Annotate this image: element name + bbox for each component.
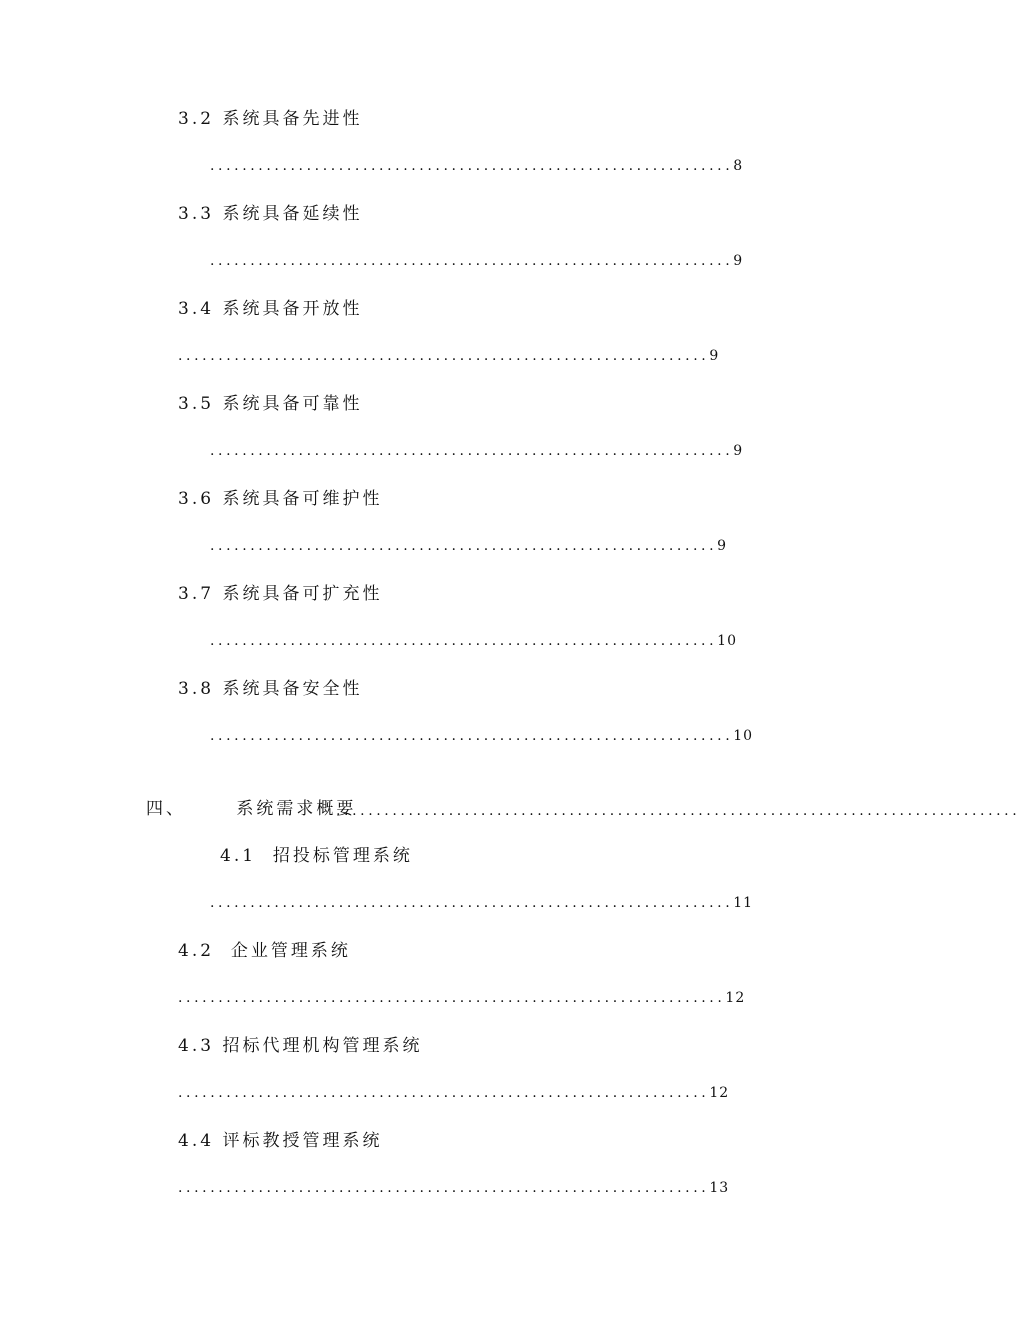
dot-leader: .................................................................. [178, 348, 710, 364]
toc-chapter-title: 四、 系统需求概要 [146, 799, 357, 819]
toc-leader-line [178, 1083, 788, 1103]
toc-leader-line [336, 801, 1020, 821]
dot-leader: ............................................................... [210, 633, 718, 649]
dot-leader: .................................................................... [178, 990, 726, 1006]
toc-leader-line [210, 631, 840, 651]
toc-entry-title: 3.8 系统具备安全性 [178, 679, 363, 699]
dot-leader: .................................................................. [178, 1085, 710, 1101]
dot-leader: .................................................................. [178, 1180, 710, 1196]
toc-leader-line [178, 988, 868, 1008]
toc-entry-title: 4.1 招投标管理系统 [220, 846, 413, 866]
page-number: 10 [733, 728, 754, 744]
page-number: 13 [709, 1180, 730, 1196]
dot-leader: ............................................................... [210, 538, 718, 554]
dot-leader: ................................................................. [210, 158, 734, 174]
toc-leader-line [210, 726, 850, 746]
page-number: 12 [709, 1085, 730, 1101]
toc-leader-line [210, 893, 850, 913]
page-number: 9 [733, 443, 744, 459]
toc-entry-title: 3.4 系统具备开放性 [178, 299, 363, 319]
page-number: 12 [725, 990, 746, 1006]
dot-leader: ................................................................. [210, 253, 734, 269]
toc-entry-title: 3.7 系统具备可扩充性 [178, 584, 383, 604]
dot-leader: ................................................................. [210, 443, 734, 459]
page-number: 9 [733, 253, 744, 269]
dot-leader: ................................................................. [210, 895, 734, 911]
toc-leader-line [178, 1178, 828, 1198]
toc-leader-line [178, 346, 808, 366]
toc-leader-line [210, 441, 840, 461]
toc-entry-title: 3.5 系统具备可靠性 [178, 394, 363, 414]
page-number: 10 [717, 633, 737, 649]
toc-entry-title: 4.4 评标教授管理系统 [178, 1131, 383, 1151]
page-number: 9 [709, 348, 720, 364]
page-number: 11 [733, 895, 754, 911]
toc-entry-title: 4.2 企业管理系统 [178, 941, 351, 961]
dot-leader: ................................................................. [210, 728, 734, 744]
toc-leader-line [210, 536, 830, 556]
page-number: 8 [733, 158, 744, 174]
toc-leader-line [210, 156, 840, 176]
dot-leader: ..................................................................................... [336, 803, 1020, 819]
toc-entry-title: 4.3 招标代理机构管理系统 [178, 1036, 423, 1056]
page-number: 9 [717, 538, 728, 554]
toc-entry-title: 3.2 系统具备先进性 [178, 109, 363, 129]
toc-leader-line [210, 251, 840, 271]
toc-entry-title: 3.6 系统具备可维护性 [178, 489, 383, 509]
toc-entry-title: 3.3 系统具备延续性 [178, 204, 363, 224]
